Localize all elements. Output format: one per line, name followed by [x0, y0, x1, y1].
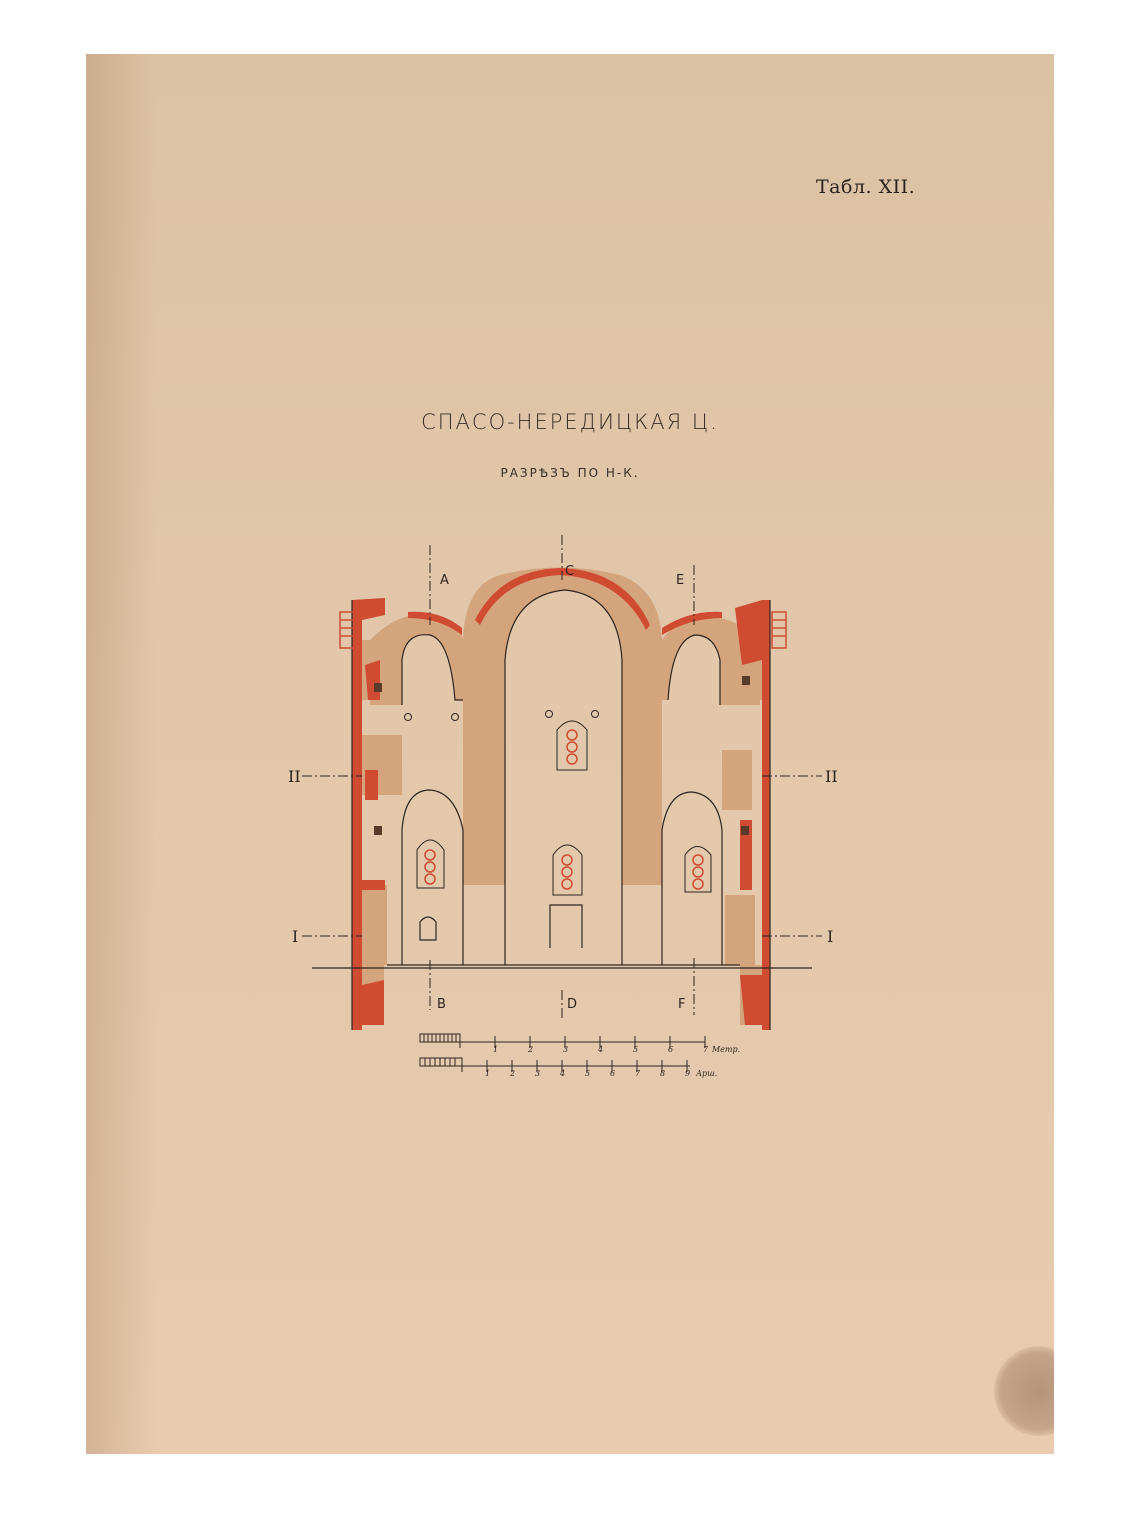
meter-tick-3: 3: [563, 1045, 569, 1054]
arshin-tick-7: 7: [635, 1069, 641, 1078]
wall-details: [374, 676, 750, 835]
section-label-b: B: [437, 997, 446, 1012]
scale-bar-arshins: [420, 1058, 690, 1072]
page-title: СПАСО-НЕРЕДИЦКАЯ Ц.: [421, 410, 719, 434]
arshin-tick-6: 6: [610, 1069, 616, 1078]
meter-tick-1: 1: [493, 1045, 499, 1054]
section-label-c: C: [565, 564, 575, 579]
level-label-i-left: I: [292, 927, 299, 946]
section-label-d: D: [567, 997, 578, 1012]
level-label-ii-left: II: [288, 767, 301, 786]
section-label-e: E: [676, 573, 685, 588]
cornice-right: [772, 612, 786, 648]
plate-number: Табл. XII.: [816, 176, 916, 198]
windows: [405, 711, 712, 896]
meter-unit: Метр.: [712, 1045, 741, 1054]
section-label-a: A: [440, 573, 449, 588]
arshin-tick-1: 1: [485, 1069, 491, 1078]
arshin-tick-3: 3: [535, 1069, 541, 1078]
arshin-tick-4: 4: [560, 1069, 566, 1078]
meter-tick-7: 7: [703, 1045, 709, 1054]
arshin-tick-9: 9: [685, 1069, 691, 1078]
level-label-i-right: I: [827, 927, 834, 946]
arshin-tick-2: 2: [510, 1069, 516, 1078]
level-label-ii-right: II: [825, 767, 838, 786]
meter-tick-2: 2: [528, 1045, 534, 1054]
arshin-unit: Арш.: [696, 1069, 718, 1078]
meter-tick-5: 5: [633, 1045, 639, 1054]
section-label-f: F: [678, 997, 686, 1012]
meter-tick-6: 6: [668, 1045, 674, 1054]
arshin-tick-5: 5: [585, 1069, 591, 1078]
arshin-tick-8: 8: [660, 1069, 666, 1078]
meter-tick-4: 4: [598, 1045, 604, 1054]
page-subtitle: РАЗРѢЗЪ ПО Н-К.: [500, 466, 640, 480]
